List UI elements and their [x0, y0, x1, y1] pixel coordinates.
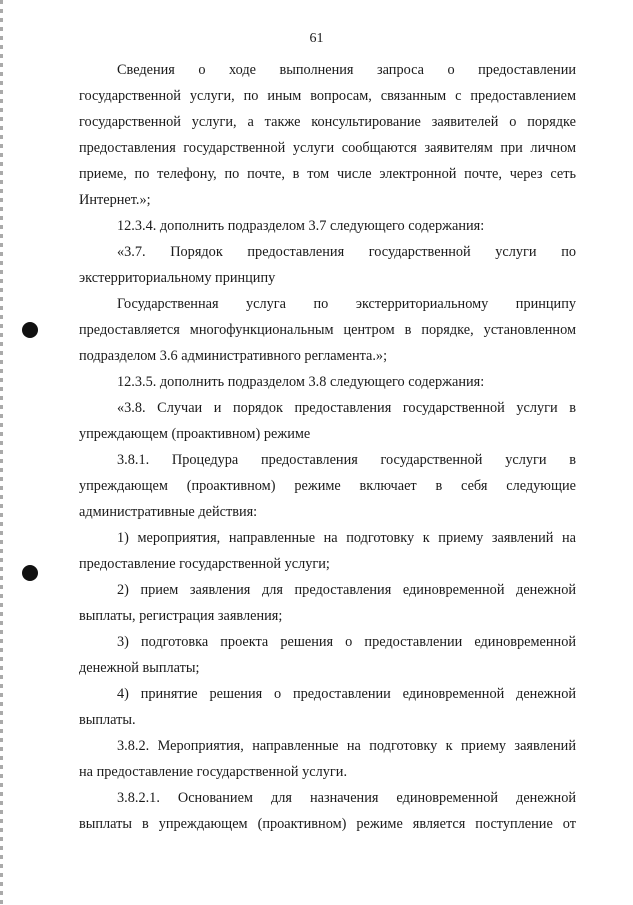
- text-line: 3.8.2. Мероприятия, направленные на подготовку к приему заявлений: [117, 738, 576, 754]
- text-line: 3.8.2.1. Основанием для назначения единовременной денежной: [117, 790, 576, 806]
- text-line: 2) прием заявления для предоставления единовременной денежной: [117, 582, 576, 598]
- text-line: «3.7. Порядок предоставления государственной услуги по: [117, 244, 576, 260]
- text-line: предоставляется многофункциональным центром в порядке, установленном: [79, 322, 576, 338]
- text-line: экстерриториальному принципу: [79, 270, 276, 286]
- text-line: государственной услуги, по иным вопросам, связанным с предоставлением: [79, 88, 576, 104]
- text-line: подразделом 3.6 административного регламента.»;: [79, 348, 388, 364]
- text-line: выплаты.: [79, 712, 136, 728]
- page-number: 61: [309, 31, 324, 46]
- text-line: на предоставление государственной услуги.: [79, 764, 348, 780]
- text-line: выплаты в упреждающем (проактивном) режиме является поступление от: [79, 816, 576, 832]
- text-line: Сведения о ходе выполнения запроса о предоставлении: [117, 62, 576, 78]
- text-line: Государственная услуга по экстерриториальному принципу: [117, 296, 576, 312]
- scan-edge-marks: [0, 0, 3, 905]
- text-line: предоставления государственной услуги сообщаются заявителям при личном: [79, 140, 576, 156]
- punch-hole: [22, 565, 38, 581]
- text-line: 3) подготовка проекта решения о предоставлении единовременной: [117, 634, 576, 650]
- text-line: «3.8. Случаи и порядок предоставления государственной услуги в: [117, 400, 576, 416]
- text-line: предоставление государственной услуги;: [79, 556, 330, 572]
- text-line: государственной услуги, а также консультирование заявителей о порядке: [79, 114, 576, 130]
- text-line: 3.8.1. Процедура предоставления государственной услуги в: [117, 452, 576, 468]
- text-line: 1) мероприятия, направленные на подготовку к приему заявлений на: [117, 530, 576, 546]
- text-line: упреждающем (проактивном) режиме включает в себя следующие: [79, 478, 576, 494]
- text-line: 12.3.5. дополнить подразделом 3.8 следующего содержания:: [117, 374, 485, 390]
- punch-hole: [22, 322, 38, 338]
- text-line: 4) принятие решения о предоставлении единовременной денежной: [117, 686, 576, 702]
- text-line: административные действия:: [79, 504, 258, 520]
- text-line: упреждающем (проактивном) режиме: [79, 426, 311, 442]
- text-line: приеме, по телефону, по почте, в том числе электронной почте, через сеть: [79, 166, 576, 182]
- text-line: Интернет.»;: [79, 192, 151, 208]
- text-line: выплаты, регистрация заявления;: [79, 608, 283, 624]
- text-line: денежной выплаты;: [79, 660, 200, 676]
- text-line: 12.3.4. дополнить подразделом 3.7 следующего содержания:: [117, 218, 485, 234]
